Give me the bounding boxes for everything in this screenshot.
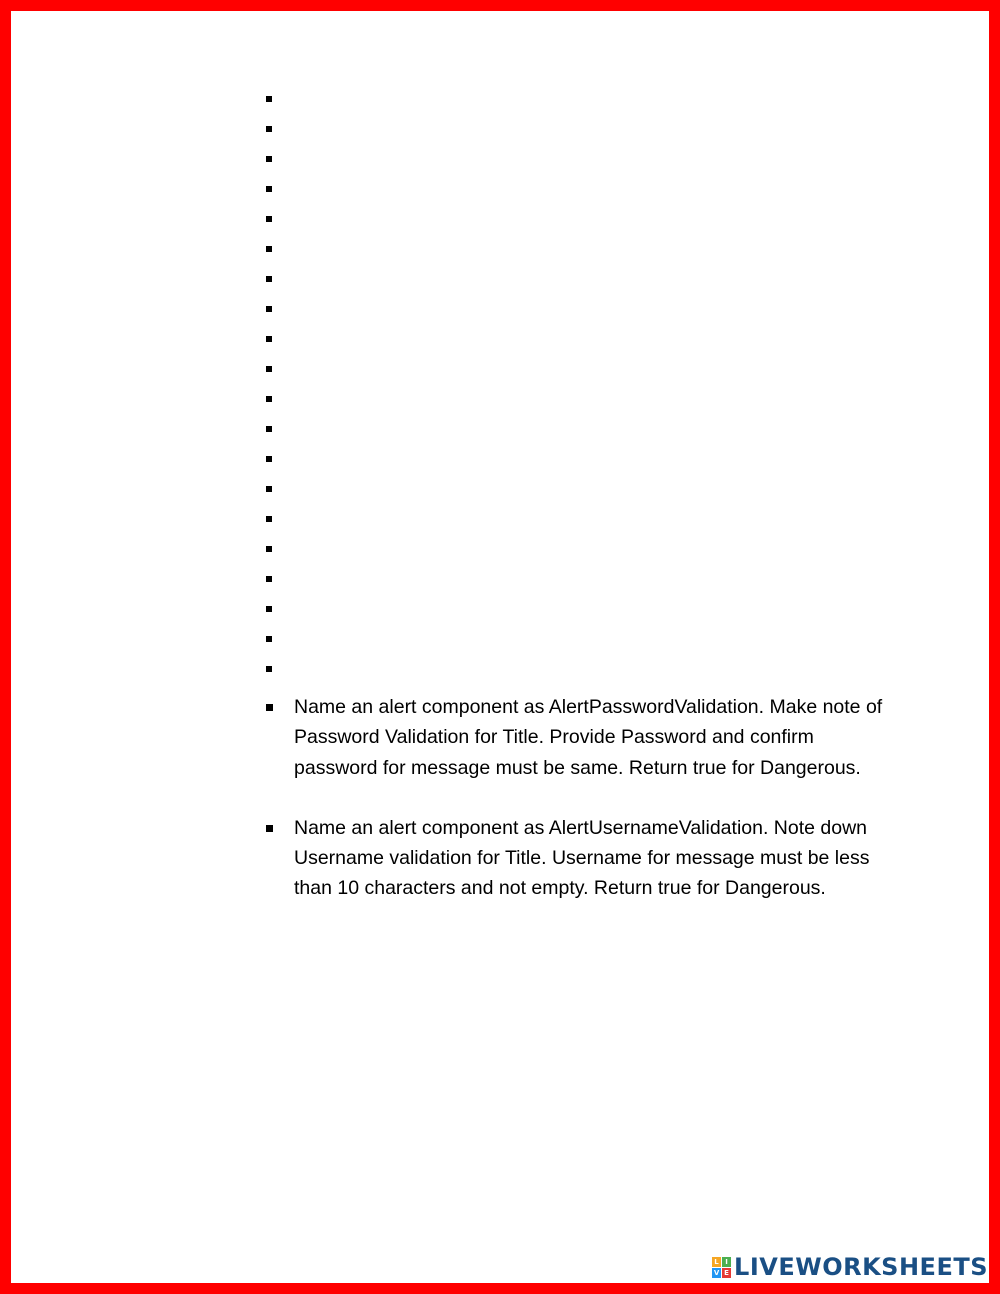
empty-bullet-icon [266, 96, 272, 102]
square-bullet-icon [266, 825, 273, 832]
task-text: Name an alert component as AlertPasswordValidation. Make note of Password Validation for Title. Provide Password and confirm password for message must be same. Return true for Dangerous. [294, 696, 883, 779]
empty-bullet-icon [266, 606, 272, 612]
task-text: Name an alert component as AlertUsernameValidation. Note down Username validation for Title. Username for message must be less than 10 characters and not empty. Return true for Dangerous. [294, 816, 870, 900]
empty-bullet-icon [266, 456, 272, 462]
empty-bullet-icon [266, 486, 272, 492]
empty-bullet-icon [266, 666, 272, 672]
empty-bullet-icon [266, 156, 272, 162]
empty-bullet-icon [266, 516, 272, 522]
empty-bullet-icon [266, 306, 272, 312]
empty-bullet-icon [266, 126, 272, 132]
empty-bullet-icon [266, 396, 272, 402]
empty-bullet-icon [266, 276, 272, 282]
empty-bullet-icon [266, 366, 272, 372]
live-logo-icon: L I V E [712, 1257, 731, 1278]
empty-bullet-icon [266, 576, 272, 582]
task-item-username-validation [266, 813, 886, 904]
empty-bullet-icon [266, 546, 272, 552]
empty-bullet-list [266, 96, 272, 696]
square-bullet-icon [266, 704, 273, 711]
empty-bullet-icon [266, 216, 272, 222]
empty-bullet-icon [266, 186, 272, 192]
empty-bullet-icon [266, 426, 272, 432]
empty-bullet-icon [266, 636, 272, 642]
brand-name: LIVEWORKSHEETS [734, 1253, 988, 1281]
task-item-password-validation [266, 692, 886, 783]
task-list [266, 692, 886, 934]
liveworksheets-logo [712, 1253, 988, 1281]
empty-bullet-icon [266, 336, 272, 342]
empty-bullet-icon [266, 246, 272, 252]
